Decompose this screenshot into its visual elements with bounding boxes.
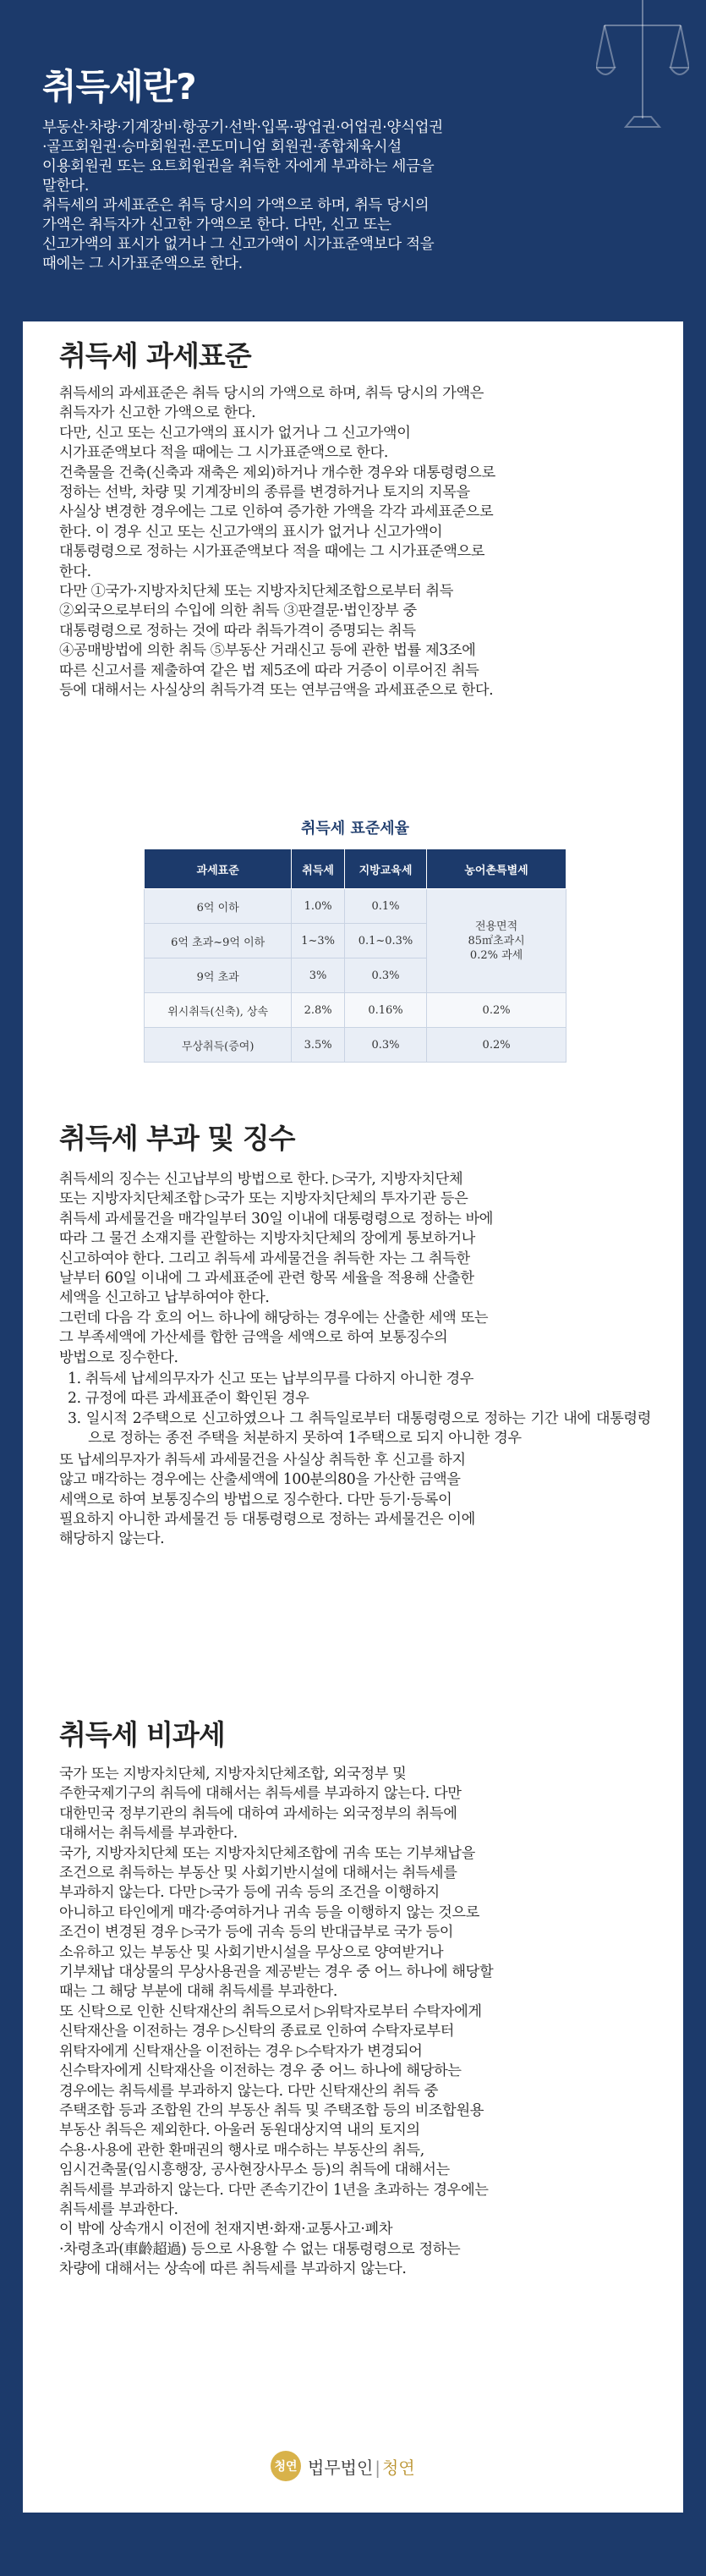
firm-logo [271, 2445, 440, 2487]
intro-line: 취득세의 과세표준은 취득 당시의 가액으로 하며, 취득 당시의 [42, 197, 430, 214]
merged-line: 85㎡초과시 [468, 934, 525, 947]
body-line: 취득세 과세물건을 매각일부터 30일 이내에 대통령령으로 정하는 바에 [59, 1210, 494, 1228]
table-cell: 6억 이하 [145, 889, 292, 924]
body-line: 따른 신고서를 제출하여 같은 법 제5조에 따라 거증이 이루어진 취득 [59, 662, 479, 679]
body-line: 세액을 신고하고 납부하여야 한다. [59, 1289, 270, 1307]
intro-line: 말한다. [42, 178, 90, 195]
intro-line: 부동산·차량·기계장비·항공기·선박·입목·광업권·어업권·양식업권 [42, 119, 443, 136]
table-cell: 1~3% [292, 924, 345, 958]
body-line: 경우에는 취득세를 부과하지 않는다. 다만 신탁재산의 취득 중 [59, 2082, 439, 2100]
body-line: 방법으로 징수한다. [59, 1348, 178, 1366]
list-item: 2. 규정에 따른 과세표준이 확인된 경우 [68, 1390, 309, 1408]
body-line: 위탁자에게 신탁재산을 이전하는 경우 ▷수탁자가 변경되어 [59, 2042, 423, 2060]
body-line: 국가, 지방자치단체 또는 지방자치단체조합에 귀속 또는 기부채납을 [59, 1844, 475, 1862]
body-line: 임시건축물(임시흥행장, 공사현장사무소 등)의 취득에 대해서는 [59, 2161, 450, 2179]
page-title: 취득세란? [42, 66, 196, 107]
rate-table [144, 849, 566, 1063]
body-line: ·차령초과(車齡超過) 등으로 사용할 수 없는 대통령령으로 정하는 [59, 2240, 461, 2258]
body-line: 대통령령으로 정하는 것에 따라 취득가격이 증명되는 취득 [59, 622, 416, 640]
body-line: 대해서는 취득세를 부과한다. [59, 1825, 238, 1843]
body-line: 날부터 60일 이내에 그 과세표준에 관련 항목 세율을 적용해 산출한 [59, 1270, 474, 1288]
body-line: 대통령령으로 정하는 시가표준액보다 적을 때에는 그 시가표준액으로 [59, 543, 485, 561]
body-line: 또는 지방자치단체조합 ▷국가 또는 지방자치단체의 투자기관 등은 [59, 1190, 468, 1208]
body-line: 취득세를 부과한다. [59, 2200, 178, 2218]
body-line: ②외국으로부터의 수입에 의한 취득 ③판결문·법인장부 중 [59, 602, 417, 620]
table-cell: 0.1~0.3% [344, 924, 426, 958]
body-line: 한다. [59, 563, 91, 580]
body-line: 때는 그 해당 부분에 대해 취득세를 부과한다. [59, 1983, 337, 2001]
body-line: 이 밖에 상속개시 이전에 천재지변·화재·교통사고·폐차 [59, 2221, 393, 2238]
header [0, 0, 706, 321]
body-line: 아니하고 타인에게 매각·증여하거나 귀속 등을 이행하지 않는 것으로 [59, 1903, 479, 1921]
body-line: 또 납세의무자가 취득세 과세물건을 사실상 취득한 후 신고를 하지 [59, 1451, 466, 1469]
body-line: 따라 그 물건 소재지를 관할하는 지방자치단체의 장에게 통보하거나 [59, 1230, 475, 1248]
body-line: 건축물을 건축(신축과 재축은 제외)하거나 개수한 경우와 대통령령으로 [59, 464, 495, 481]
list-item: 1. 취득세 납세의무자가 신고 또는 납부의무를 다하지 아니한 경우 [68, 1370, 474, 1388]
table-title: 취득세 표준세율 [301, 820, 409, 838]
body-line: 수용·사용에 관한 환매권의 행사로 매수하는 부동산의 취득, [59, 2141, 424, 2159]
rate-table-block [144, 816, 566, 1063]
section-tax-base [59, 334, 651, 701]
table-cell: 9억 초과 [145, 958, 292, 993]
intro-line: 가액은 취득자가 신고한 가액으로 한다. 다만, 신고 또는 [42, 217, 391, 233]
table-header: 지방교육세 [344, 849, 426, 889]
table-cell: 0.3% [344, 1028, 426, 1063]
table-cell: 3.5% [292, 1028, 345, 1063]
table-cell-merged [427, 889, 566, 993]
table-cell: 0.2% [427, 1028, 566, 1063]
body-line: 취득자가 신고한 가액으로 한다. [59, 404, 256, 422]
intro-line: ·골프회원권·승마회원권·콘도미니엄 회원권·종합체육시설 [42, 139, 402, 156]
body-line: 다만 ①국가·지방자치단체 또는 지방자치단체조합으로부터 취득 [59, 583, 453, 601]
body-line: 소유하고 있는 부동산 및 사회기반시설을 무상으로 양여받거나 [59, 1943, 444, 1961]
body-line: 그런데 다음 각 호의 어느 하나에 해당하는 경우에는 산출한 세액 또는 [59, 1309, 489, 1326]
body-line: 대한민국 정부기관의 취득에 대하여 과세하는 외국정부의 취득에 [59, 1804, 457, 1822]
body-line: 주택조합 등과 조합원 간의 부동산 취득 및 주택조합 등의 비조합원용 [59, 2101, 484, 2119]
section-body [59, 384, 651, 701]
body-line: 정하는 선박, 차량 및 기계장비의 종류를 변경하거나 토지의 지목을 [59, 484, 470, 502]
body-line: 시가표준액보다 적을 때에는 그 시가표준액으로 한다. [59, 444, 389, 462]
scales-of-justice-icon [596, 0, 689, 135]
body-line: 사실상 변경한 경우에는 그로 인하여 증가한 가액을 각각 과세표준으로 [59, 503, 494, 521]
table-row [145, 1028, 566, 1063]
body-line: 또 신탁으로 인한 신탁재산의 취득으로서 ▷위탁자로부터 수탁자에게 [59, 2002, 482, 2020]
body-line: 신수탁자에게 신탁재산을 이전하는 경우 중 어느 하나에 해당하는 [59, 2062, 462, 2080]
body-line: 해당하지 않는다. [59, 1530, 165, 1548]
table-header: 과세표준 [145, 849, 292, 889]
body-line: 세액으로 하여 보통징수의 방법으로 징수한다. 다만 등기·등록이 [59, 1491, 452, 1508]
firm-prefix: 법무법인 [308, 2457, 374, 2478]
table-row [145, 889, 566, 924]
table-cell: 0.3% [344, 958, 426, 993]
body-line: 다만, 신고 또는 신고가액의 표시가 없거나 그 신고가액이 [59, 424, 411, 442]
body-line: 신고하여야 한다. 그리고 취득세 과세물건을 취득한 자는 그 취득한 [59, 1250, 470, 1267]
merged-line: 0.2% 과세 [469, 948, 523, 962]
section-non-taxation [59, 1713, 651, 2280]
firm-name-accent: 청연 [382, 2457, 415, 2478]
body-line: 조건이 변경된 경우 ▷국가 등에 귀속 등의 반대급부로 국가 등이 [59, 1924, 454, 1942]
table-row [145, 993, 566, 1028]
merged-line: 전용면적 [474, 920, 518, 933]
section-title: 취득세 부과 및 징수 [59, 1122, 295, 1155]
body-line: 국가 또는 지방자치단체, 지방자치단체조합, 외국정부 및 [59, 1766, 407, 1782]
table-cell: 무상취득(증여) [145, 1028, 292, 1063]
body-line: 취득세의 징수는 신고납부의 방법으로 한다. ▷국가, 지방자치단체 [59, 1171, 463, 1188]
firm-name: 법무법인 | 청연 [308, 2457, 415, 2478]
section-levy-collection [59, 1117, 651, 1550]
list-item: 3. 일시적 2주택으로 신고하였으나 그 취득일로부터 대통령령으로 정하는 기간 내에 대통령령으로 정하는 종전 주택을 처분하지 못하여 1주택으로 되지 아니한 경우 [68, 1409, 651, 1447]
table-cell: 0.1% [344, 889, 426, 924]
table-cell: 0.2% [427, 993, 566, 1028]
table-cell: 0.16% [344, 993, 426, 1028]
body-line: 등에 대해서는 사실상의 취득가격 또는 연부금액을 과세표준으로 한다. [59, 682, 494, 700]
body-line: 부동산 취득은 제외한다. 아울러 동원대상지역 내의 토지의 [59, 2122, 420, 2139]
table-cell: 2.8% [292, 993, 345, 1028]
levy-conditions-list [68, 1370, 651, 1449]
table-cell: 1.0% [292, 889, 345, 924]
body-line: 필요하지 아니한 과세물건 등 대통령령으로 정하는 과세물건은 이에 [59, 1510, 475, 1528]
firm-seal-icon: 청연 [271, 2451, 301, 2481]
body-line: 부과하지 않는다. 다만 ▷국가 등에 귀속 등의 조건을 이행하지 [59, 1884, 440, 1902]
body-line: 취득세의 과세표준은 취득 당시의 가액으로 하며, 취득 당시의 가액은 [59, 385, 484, 402]
section-title: 취득세 비과세 [59, 1718, 225, 1751]
body-line: 신탁재산을 이전하는 경우 ▷신탁의 종료로 인하여 수탁자로부터 [59, 2023, 455, 2040]
table-header-row [145, 849, 566, 889]
table-header: 농어촌특별세 [427, 849, 566, 889]
section-title: 취득세 과세표준 [59, 339, 251, 372]
body-line: 기부채납 대상물의 무상사용권을 제공받는 경우 중 어느 하나에 해당할 [59, 1964, 494, 1981]
body-line: 한다. 이 경우 신고 또는 신고가액의 표시가 없거나 신고가액이 [59, 523, 443, 541]
intro-line: 신고가액의 표시가 없거나 그 신고가액이 시가표준액보다 적을 [42, 236, 435, 253]
body-line: 취득세를 부과하지 않는다. 다만 존속기간이 1년을 초과하는 경우에는 [59, 2181, 489, 2199]
intro-line: 때에는 그 시가표준액으로 한다. [42, 255, 243, 272]
body-line: 주한국제기구의 취득에 대해서는 취득세를 부과하지 않는다. 다만 [59, 1785, 462, 1803]
table-cell: 위시취득(신축), 상속 [145, 993, 292, 1028]
body-line: 않고 매각하는 경우에는 산출세액에 100분의80을 가산한 금액을 [59, 1471, 461, 1489]
body-line: 차량에 대해서는 상속에 따른 취득세를 부과하지 않는다. [59, 2260, 407, 2278]
table-cell: 6억 초과~9억 이하 [145, 924, 292, 958]
body-line: 조건으로 취득하는 부동산 및 사회기반시설에 대해서는 취득세를 [59, 1865, 457, 1882]
body-line: ④공매방법에 의한 취득 ⑤부동산 거래신고 등에 관한 법률 제3조에 [59, 642, 476, 660]
table-header: 취득세 [292, 849, 345, 889]
body-line: 그 부족세액에 가산세를 합한 금액을 세액으로 하여 보통징수의 [59, 1329, 448, 1347]
table-cell: 3% [292, 958, 345, 993]
intro-line: 이용회원권 또는 요트회원권을 취득한 자에게 부과하는 세금을 [42, 158, 435, 175]
